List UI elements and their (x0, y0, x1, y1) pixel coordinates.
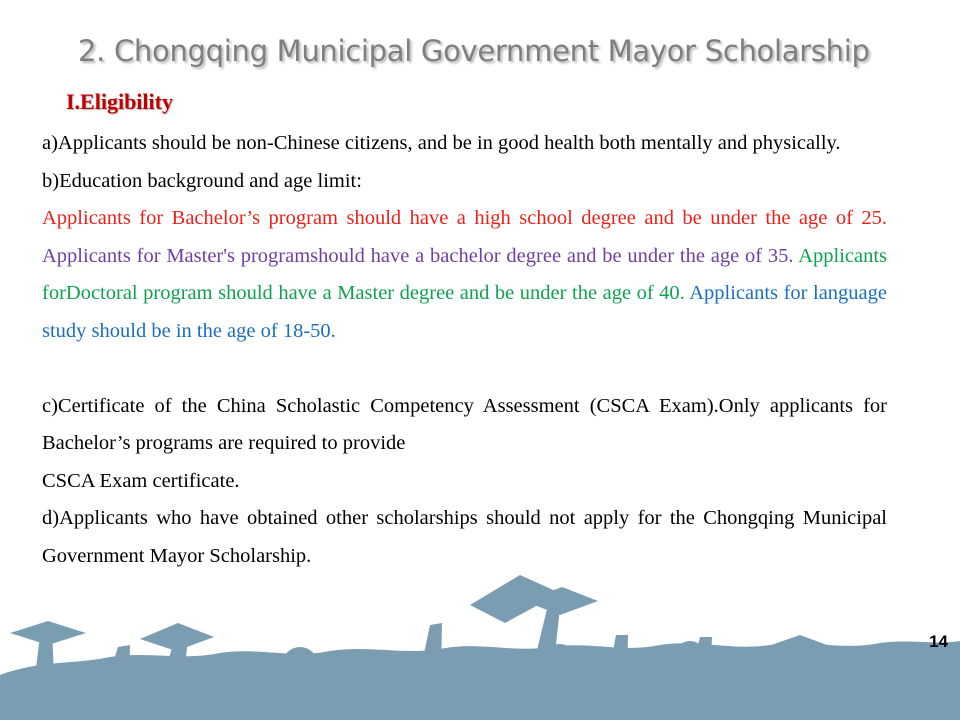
bachelor-requirement: Applicants for Bachelor’s program should have a high school degree and be under the age of 25. (42, 207, 887, 229)
page-number: 14 (929, 632, 948, 651)
paragraph-c-continued: CSCA Exam certificate. (42, 469, 240, 492)
master-requirement: Applicants for Master's programshould have a bachelor degree and be under the age of 35. (42, 244, 794, 267)
spacer (42, 350, 887, 388)
paragraph-a: a)Applicants should be non-Chinese citizens, and be in good health both mentally and physically. (42, 132, 841, 154)
paragraph-c: c)Certificate of the China Scholastic Competency Assessment (CSCA Exam).Only applicants for Bachelor’s programs are required to provide (42, 394, 887, 454)
section-heading: I.Eligibility (66, 89, 173, 114)
language-requirement: Applicants for language study should be in the age of 18-50. (42, 282, 887, 342)
slide-body (42, 125, 887, 575)
paragraph-b: b)Education background and age limit: (42, 169, 362, 192)
doctoral-requirement: Applicants forDoctoral program should have a Master degree and be under the age of 40. (42, 244, 888, 304)
slide-title: 2. Chongqing Municipal Government Mayor Scholarship (78, 34, 870, 68)
graduates-silhouette-icon (0, 565, 960, 720)
paragraph-d: d)Applicants who have obtained other scholarships should not apply for the Chongqing Municipal Government Mayor Scholarship. (42, 507, 887, 567)
age-requirements (42, 200, 887, 350)
